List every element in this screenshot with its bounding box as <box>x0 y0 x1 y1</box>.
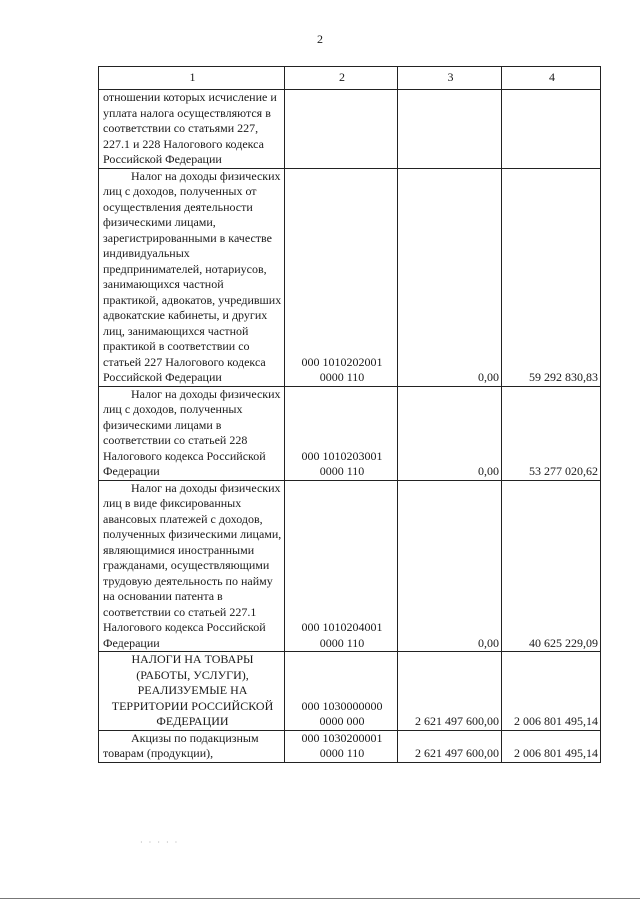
row-name: Акцизы по подакцизным товарам (продукции), <box>103 730 259 760</box>
row-name-cell <box>99 90 285 169</box>
row-col3-cell: 0,00 <box>398 480 502 652</box>
table-row <box>99 168 601 386</box>
row-col4-cell <box>502 90 601 169</box>
column-header-4: 4 <box>502 67 601 90</box>
row-code-cell: 000 1030200001 0000 110 <box>285 730 398 762</box>
page-number: 2 <box>317 32 323 46</box>
row-name: Налог на доходы физических лиц в виде фиксированных авансовых платежей с доходов, полученных физическими лицами, являющимися иностранными гражданами, осуществляющими трудовую деятельность по найму на основании патента в соответствии со статьей 227.1 Налогового кодекса Российской Федерации <box>103 480 282 650</box>
row-code-cell: 000 1010202001 0000 110 <box>285 168 398 386</box>
row-col4-cell: 2 006 801 495,14 <box>502 730 601 762</box>
row-col4-cell: 2 006 801 495,14 <box>502 652 601 731</box>
row-name-cell <box>99 730 285 762</box>
table-row <box>99 652 601 731</box>
row-col4-cell: 59 292 830,83 <box>502 168 601 386</box>
row-name-cell <box>99 480 285 652</box>
header-row <box>99 67 601 90</box>
row-col3-cell: 0,00 <box>398 168 502 386</box>
row-code-cell <box>285 90 398 169</box>
row-name-cell <box>99 652 285 731</box>
row-name: отношении которых исчисление и уплата налога осуществляются в соответствии со статьями 227, 227.1 и 228 Налогового кодекса Российской Федерации <box>103 90 277 166</box>
column-header-3: 3 <box>398 67 502 90</box>
row-code-cell: 000 1030000000 0000 000 <box>285 652 398 731</box>
row-col3-cell: 0,00 <box>398 386 502 480</box>
table-row <box>99 90 601 169</box>
row-name-cell <box>99 168 285 386</box>
row-name: НАЛОГИ НА ТОВАРЫ (РАБОТЫ, УСЛУГИ), РЕАЛИЗУЕМЫЕ НА ТЕРРИТОРИИ РОССИЙСКОЙ ФЕДЕРАЦИИ <box>111 652 274 728</box>
column-header-2: 2 <box>285 67 398 90</box>
budget-table <box>98 66 601 763</box>
table-row <box>99 386 601 480</box>
row-col3-cell <box>398 90 502 169</box>
row-code-cell: 000 1010204001 0000 110 <box>285 480 398 652</box>
row-code-cell: 000 1010203001 0000 110 <box>285 386 398 480</box>
row-col4-cell: 40 625 229,09 <box>502 480 601 652</box>
table-row <box>99 730 601 762</box>
row-col3-cell: 2 621 497 600,00 <box>398 652 502 731</box>
column-header-1: 1 <box>99 67 285 90</box>
row-name: Налог на доходы физических лиц с доходов, полученных физическими лицами в соответствии со статьей 228 Налогового кодекса Российской Федерации <box>103 386 281 478</box>
row-name: Налог на доходы физических лиц с доходов, полученных от осуществления деятельности физическими лицами, зарегистрированными в качестве индивидуальных предпринимателей, нотариусов, занимающихся частной практикой, адвокатов, учредивших адвокатские кабинеты, и других лиц, занимающихся частной практикой в соответствии со статьей 227 Налогового кодекса Российской Федерации <box>103 168 282 384</box>
row-col3-cell: 2 621 497 600,00 <box>398 730 502 762</box>
row-name-cell <box>99 386 285 480</box>
scan-artifact: · · · · · <box>140 838 180 847</box>
row-col4-cell: 53 277 020,62 <box>502 386 601 480</box>
table-row <box>99 480 601 652</box>
page-bottom-edge <box>0 898 640 899</box>
